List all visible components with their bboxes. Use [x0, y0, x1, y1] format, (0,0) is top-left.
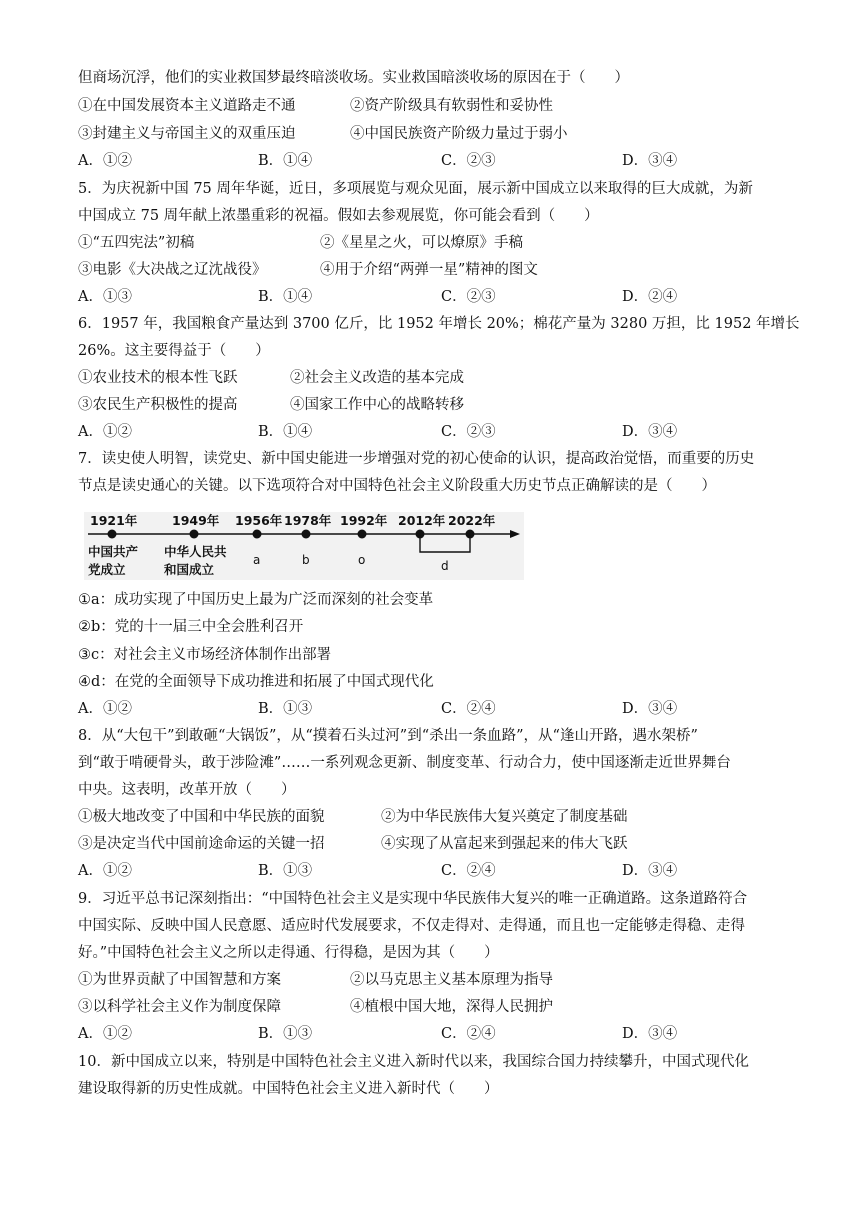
- q9-choice-c: C．②④: [441, 1026, 496, 1042]
- q5-choice-b: B．①④: [258, 289, 313, 305]
- year-1992: 1992年: [340, 513, 388, 528]
- q9-statement-3: ③以科学社会主义作为制度保障: [78, 999, 281, 1015]
- q6-statement-2: ②社会主义改造的基本完成: [290, 370, 464, 386]
- letter-c: o: [358, 553, 366, 567]
- q6-choice-b: B．①④: [258, 424, 313, 440]
- q5-choice-c: C．②③: [441, 289, 496, 305]
- q7-statement-4: ④d：在党的全面领导下成功推进和拓展了中国式现代化: [78, 674, 434, 690]
- q5-choice-a: A．①③: [78, 289, 132, 305]
- label-cpc-founding-2: 党成立: [88, 562, 126, 577]
- q8-choice-a: A．①②: [78, 863, 132, 879]
- q6-choice-c: C．②③: [441, 424, 496, 440]
- q9-choice-b: B．①③: [258, 1026, 313, 1042]
- q7-choice-a: A．①②: [78, 701, 132, 717]
- q8-stem-line-1: 8．从“大包干”到敢砸“大锅饭”，从“摸着石头过河”到“杀出一条血路”，从“逢山开路，遇水架桥”: [78, 728, 698, 744]
- q8-choice-c: C．②④: [441, 863, 496, 879]
- bracket-d: [420, 534, 470, 552]
- dot-1956: [253, 530, 262, 539]
- q6-statement-1: ①农业技术的根本性飞跃: [78, 370, 238, 386]
- q8-statement-4: ④实现了从富起来到强起来的伟大飞跃: [381, 836, 628, 852]
- q5-statement-2: ②《星星之火，可以燎原》手稿: [320, 235, 523, 251]
- year-1978: 1978年: [284, 513, 332, 528]
- q9-statement-4: ④植根中国大地，深得人民拥护: [350, 999, 553, 1015]
- year-1921: 1921年: [90, 513, 138, 528]
- q6-stem-line-2: 26%。这主要得益于（ ）: [78, 343, 270, 359]
- q5-statement-3: ③电影《大决战之辽沈战役》: [78, 262, 267, 278]
- q9-stem-line-2: 中国实际、反映中国人民意愿、适应时代发展要求，不仅走得对、走得通，而且也一定能够走得稳、走得: [78, 918, 745, 934]
- timeline-graphic: [84, 512, 524, 580]
- q7-choice-d: D．③④: [622, 701, 678, 717]
- year-2012: 2012年: [398, 513, 446, 528]
- q7-statement-2: ②b：党的十一届三中全会胜利召开: [78, 619, 304, 635]
- q6-statement-4: ④国家工作中心的战略转移: [290, 397, 464, 413]
- label-prc-founding-1: 中华人民共: [164, 544, 227, 559]
- year-1956: 1956年: [235, 513, 283, 528]
- q5-statement-1: ①“五四宪法”初稿: [78, 235, 195, 251]
- q4-statement-2: ②资产阶级具有软弱性和妥协性: [350, 98, 553, 114]
- q9-stem-line-1: 9．习近平总书记深刻指出：“中国特色社会主义是实现中华民族伟大复兴的唯一正确道路。这条道路符合: [78, 891, 748, 907]
- q4-choice-c: C．②③: [441, 153, 496, 169]
- year-1949: 1949年: [172, 513, 220, 528]
- q4-statement-4: ④中国民族资产阶级力量过于弱小: [350, 126, 568, 142]
- q7-stem-line-1: 7．读史使人明智，读党史、新中国史能进一步增强对党的初心使命的认识，提高政治觉悟，而重要的历史: [78, 451, 755, 467]
- q7-statement-1: ①a：成功实现了中国历史上最为广泛而深刻的社会变革: [78, 592, 434, 608]
- q8-choice-d: D．③④: [622, 863, 678, 879]
- q8-statement-3: ③是决定当代中国前途命运的关键一招: [78, 836, 325, 852]
- q5-stem-line-1: 5．为庆祝新中国 75 周年华诞，近日，多项展览与观众见面，展示新中国成立以来取得的巨大成就，为新: [78, 181, 753, 197]
- q9-statement-1: ①为世界贡献了中国智慧和方案: [78, 972, 281, 988]
- letter-b: b: [302, 553, 310, 567]
- dot-1978: [302, 530, 311, 539]
- q6-choice-d: D．③④: [622, 424, 678, 440]
- q10-stem-line-1: 10．新中国成立以来，特别是中国特色社会主义进入新时代以来，我国综合国力持续攀升，中国式现代化: [78, 1054, 749, 1070]
- q7-choice-b: B．①③: [258, 701, 313, 717]
- q4-statement-3: ③封建主义与帝国主义的双重压迫: [78, 126, 296, 142]
- q9-statement-2: ②以马克思主义基本原理为指导: [350, 972, 553, 988]
- q9-choice-a: A．①②: [78, 1026, 132, 1042]
- q6-stem-line-1: 6．1957 年，我国粮食产量达到 3700 亿斤，比 1952 年增长 20%；棉花产量为 3280 万担，比 1952 年增长: [78, 316, 800, 332]
- q7-stem-line-2: 节点是读史通心的关键。以下选项符合对中国特色社会主义阶段重大历史节点正确解读的是（ ）: [78, 478, 716, 494]
- dot-1992: [358, 530, 367, 539]
- q10-stem-line-2: 建设取得新的历史性成就。中国特色社会主义进入新时代（ ）: [78, 1081, 499, 1097]
- q4-stem: 但商场沉浮，他们的实业救国梦最终暗淡收场。实业救国暗淡收场的原因在于（ ）: [78, 70, 629, 86]
- q5-stem-line-2: 中国成立 75 周年献上浓墨重彩的祝福。假如去参观展览，你可能会看到（ ）: [78, 208, 599, 224]
- label-prc-founding-2: 和国成立: [164, 562, 215, 577]
- dot-1921: [108, 530, 117, 539]
- q4-choice-b: B．①④: [258, 153, 313, 169]
- timeline-arrow: [510, 530, 520, 538]
- history-timeline: [84, 512, 524, 580]
- q8-choice-b: B．①③: [258, 863, 313, 879]
- q5-choice-d: D．②④: [622, 289, 678, 305]
- q6-statement-3: ③农民生产积极性的提高: [78, 397, 238, 413]
- q4-choice-a: A．①②: [78, 153, 132, 169]
- q5-statement-4: ④用于介绍“两弹一星”精神的图文: [320, 262, 538, 278]
- q8-stem-line-3: 中央。这表明，改革开放（ ）: [78, 782, 296, 798]
- letter-d: d: [441, 559, 449, 573]
- q4-choice-d: D．③④: [622, 153, 678, 169]
- q7-choice-c: C．②④: [441, 701, 496, 717]
- label-cpc-founding-1: 中国共产: [88, 544, 139, 559]
- q9-stem-line-3: 好。”中国特色社会主义之所以走得通、行得稳，是因为其（ ）: [78, 945, 499, 961]
- q4-statement-1: ①在中国发展资本主义道路走不通: [78, 98, 296, 114]
- q6-choice-a: A．①②: [78, 424, 132, 440]
- letter-a: a: [253, 553, 261, 567]
- dot-1949: [190, 530, 199, 539]
- q8-stem-line-2: 到“敢于啃硬骨头，敢于涉险滩”……一系列观念更新、制度变革、行动合力，使中国逐渐走近世界舞台: [78, 755, 731, 771]
- q7-statement-3: ③c：对社会主义市场经济体制作出部署: [78, 647, 332, 663]
- q9-choice-d: D．③④: [622, 1026, 678, 1042]
- q8-statement-1: ①极大地改变了中国和中华民族的面貌: [78, 809, 325, 825]
- year-2022: 2022年: [448, 513, 496, 528]
- q8-statement-2: ②为中华民族伟大复兴奠定了制度基础: [381, 809, 628, 825]
